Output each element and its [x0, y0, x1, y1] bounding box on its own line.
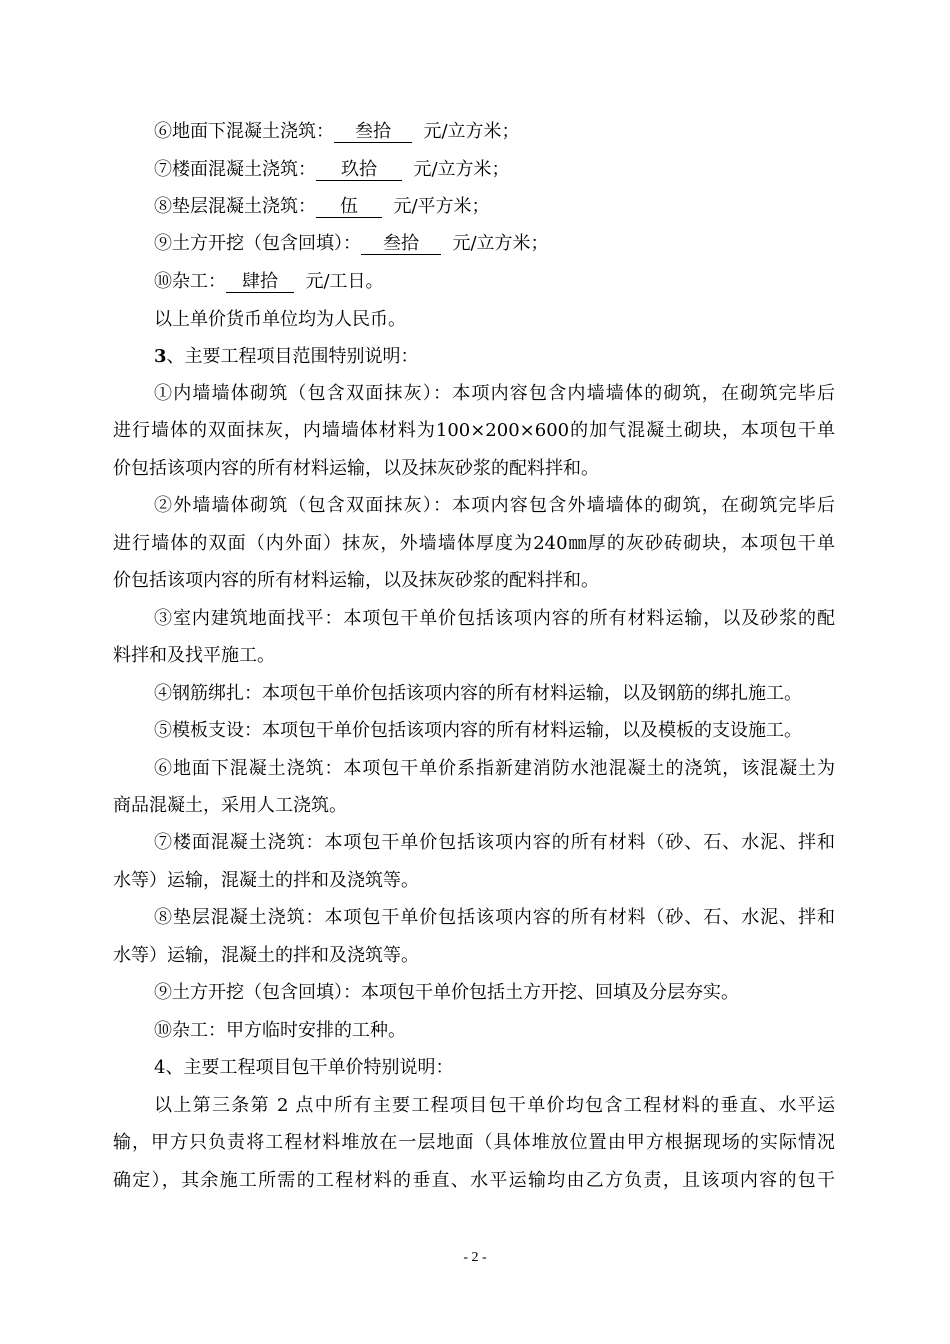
item-10-line-1: ⑩杂工：甲方临时安排的工种。	[154, 1020, 406, 1041]
price-line-7	[154, 159, 876, 181]
item-8-line-1: ⑧垫层混凝土浇筑：本项包干单价包括该项内容的所有材料（砂、石、水泥、拌和	[154, 907, 835, 928]
item-2-line-1: ②外墙墙体砌筑（包含双面抹灰）：本项内容包含外墙墙体的砌筑，在砌筑完毕后	[154, 495, 835, 516]
item-2-line-2: 进行墙体的双面（内外面）抹灰，外墙墙体厚度为240㎜厚的灰砂砖砌块，本项包干单	[113, 533, 835, 554]
price-label: ⑦楼面混凝土浇筑：	[154, 159, 316, 180]
price-line-6	[154, 121, 876, 143]
item-3-line-2: 料拌和及找平施工。	[113, 645, 275, 666]
section-number: 3	[154, 346, 167, 367]
price-label: ⑨土方开挖（包含回填）：	[154, 233, 361, 254]
section-4-line-3: 确定），其余施工所需的工程材料的垂直、水平运输均由乙方负责，且该项内容的包干	[113, 1170, 835, 1191]
item-3-line-1: ③室内建筑地面找平：本项包干单价包括该项内容的所有材料运输，以及砂浆的配	[154, 608, 835, 629]
section-4-heading: 4、主要工程项目包干单价特别说明：	[154, 1057, 454, 1078]
currency-note: 以上单价货币单位均为人民币。	[154, 309, 406, 330]
price-line-9	[154, 233, 876, 255]
item-2-line-3: 价包括该项内容的所有材料运输，以及抹灰砂浆的配料拌和。	[113, 570, 599, 591]
price-unit: 元/立方米；	[452, 233, 549, 254]
price-value: 叁拾	[334, 122, 412, 143]
price-value: 肆拾	[226, 272, 294, 293]
section-4-line-1: 以上第三条第 2 点中所有主要工程项目包干单价均包含工程材料的垂直、水平运	[154, 1095, 835, 1116]
item-7-line-1: ⑦楼面混凝土浇筑：本项包干单价包括该项内容的所有材料（砂、石、水泥、拌和	[154, 832, 835, 853]
item-5-line-1: ⑤模板支设：本项包干单价包括该项内容的所有材料运输，以及模板的支设施工。	[154, 720, 802, 741]
price-line-10	[154, 271, 876, 293]
item-1-line-1: ①内墙墙体砌筑（包含双面抹灰）：本项内容包含内墙墙体的砌筑，在砌筑完毕后	[154, 383, 835, 404]
price-unit: 元/立方米；	[423, 121, 520, 142]
price-value: 叁拾	[361, 234, 441, 255]
item-4-line-1: ④钢筋绑扎：本项包干单价包括该项内容的所有材料运输，以及钢筋的绑扎施工。	[154, 683, 802, 704]
section-4-line-2: 输，甲方只负责将工程材料堆放在一层地面（具体堆放位置由甲方根据现场的实际情况	[113, 1132, 835, 1153]
section-3-heading	[154, 346, 876, 368]
item-7-line-2: 水等）运输，混凝土的拌和及浇筑等。	[113, 870, 419, 891]
price-line-8	[154, 196, 876, 218]
item-8-line-2: 水等）运输，混凝土的拌和及浇筑等。	[113, 945, 419, 966]
page-number: - 2 -	[463, 1250, 487, 1265]
item-6-line-1: ⑥地面下混凝土浇筑：本项包干单价系指新建消防水池混凝土的浇筑，该混凝土为	[154, 758, 835, 779]
item-6-line-2: 商品混凝土，采用人工浇筑。	[113, 795, 347, 816]
section-title: 、主要工程项目范围特别说明：	[166, 346, 419, 367]
price-label: ⑥地面下混凝土浇筑：	[154, 121, 334, 142]
price-label: ⑧垫层混凝土浇筑：	[154, 196, 316, 217]
price-unit: 元/工日。	[305, 271, 384, 292]
price-unit: 元/立方米；	[413, 159, 510, 180]
price-unit: 元/平方米；	[393, 196, 490, 217]
price-label: ⑩杂工：	[154, 271, 226, 292]
item-1-line-2: 进行墙体的双面抹灰，内墙墙体材料为100×200×600的加气混凝土砌块，本项包干单	[113, 420, 835, 441]
price-value: 玖拾	[316, 160, 402, 181]
item-1-line-3: 价包括该项内容的所有材料运输，以及抹灰砂浆的配料拌和。	[113, 458, 599, 479]
price-value: 伍	[316, 197, 382, 218]
item-9-line-1: ⑨土方开挖（包含回填）：本项包干单价包括土方开挖、回填及分层夯实。	[154, 982, 739, 1003]
